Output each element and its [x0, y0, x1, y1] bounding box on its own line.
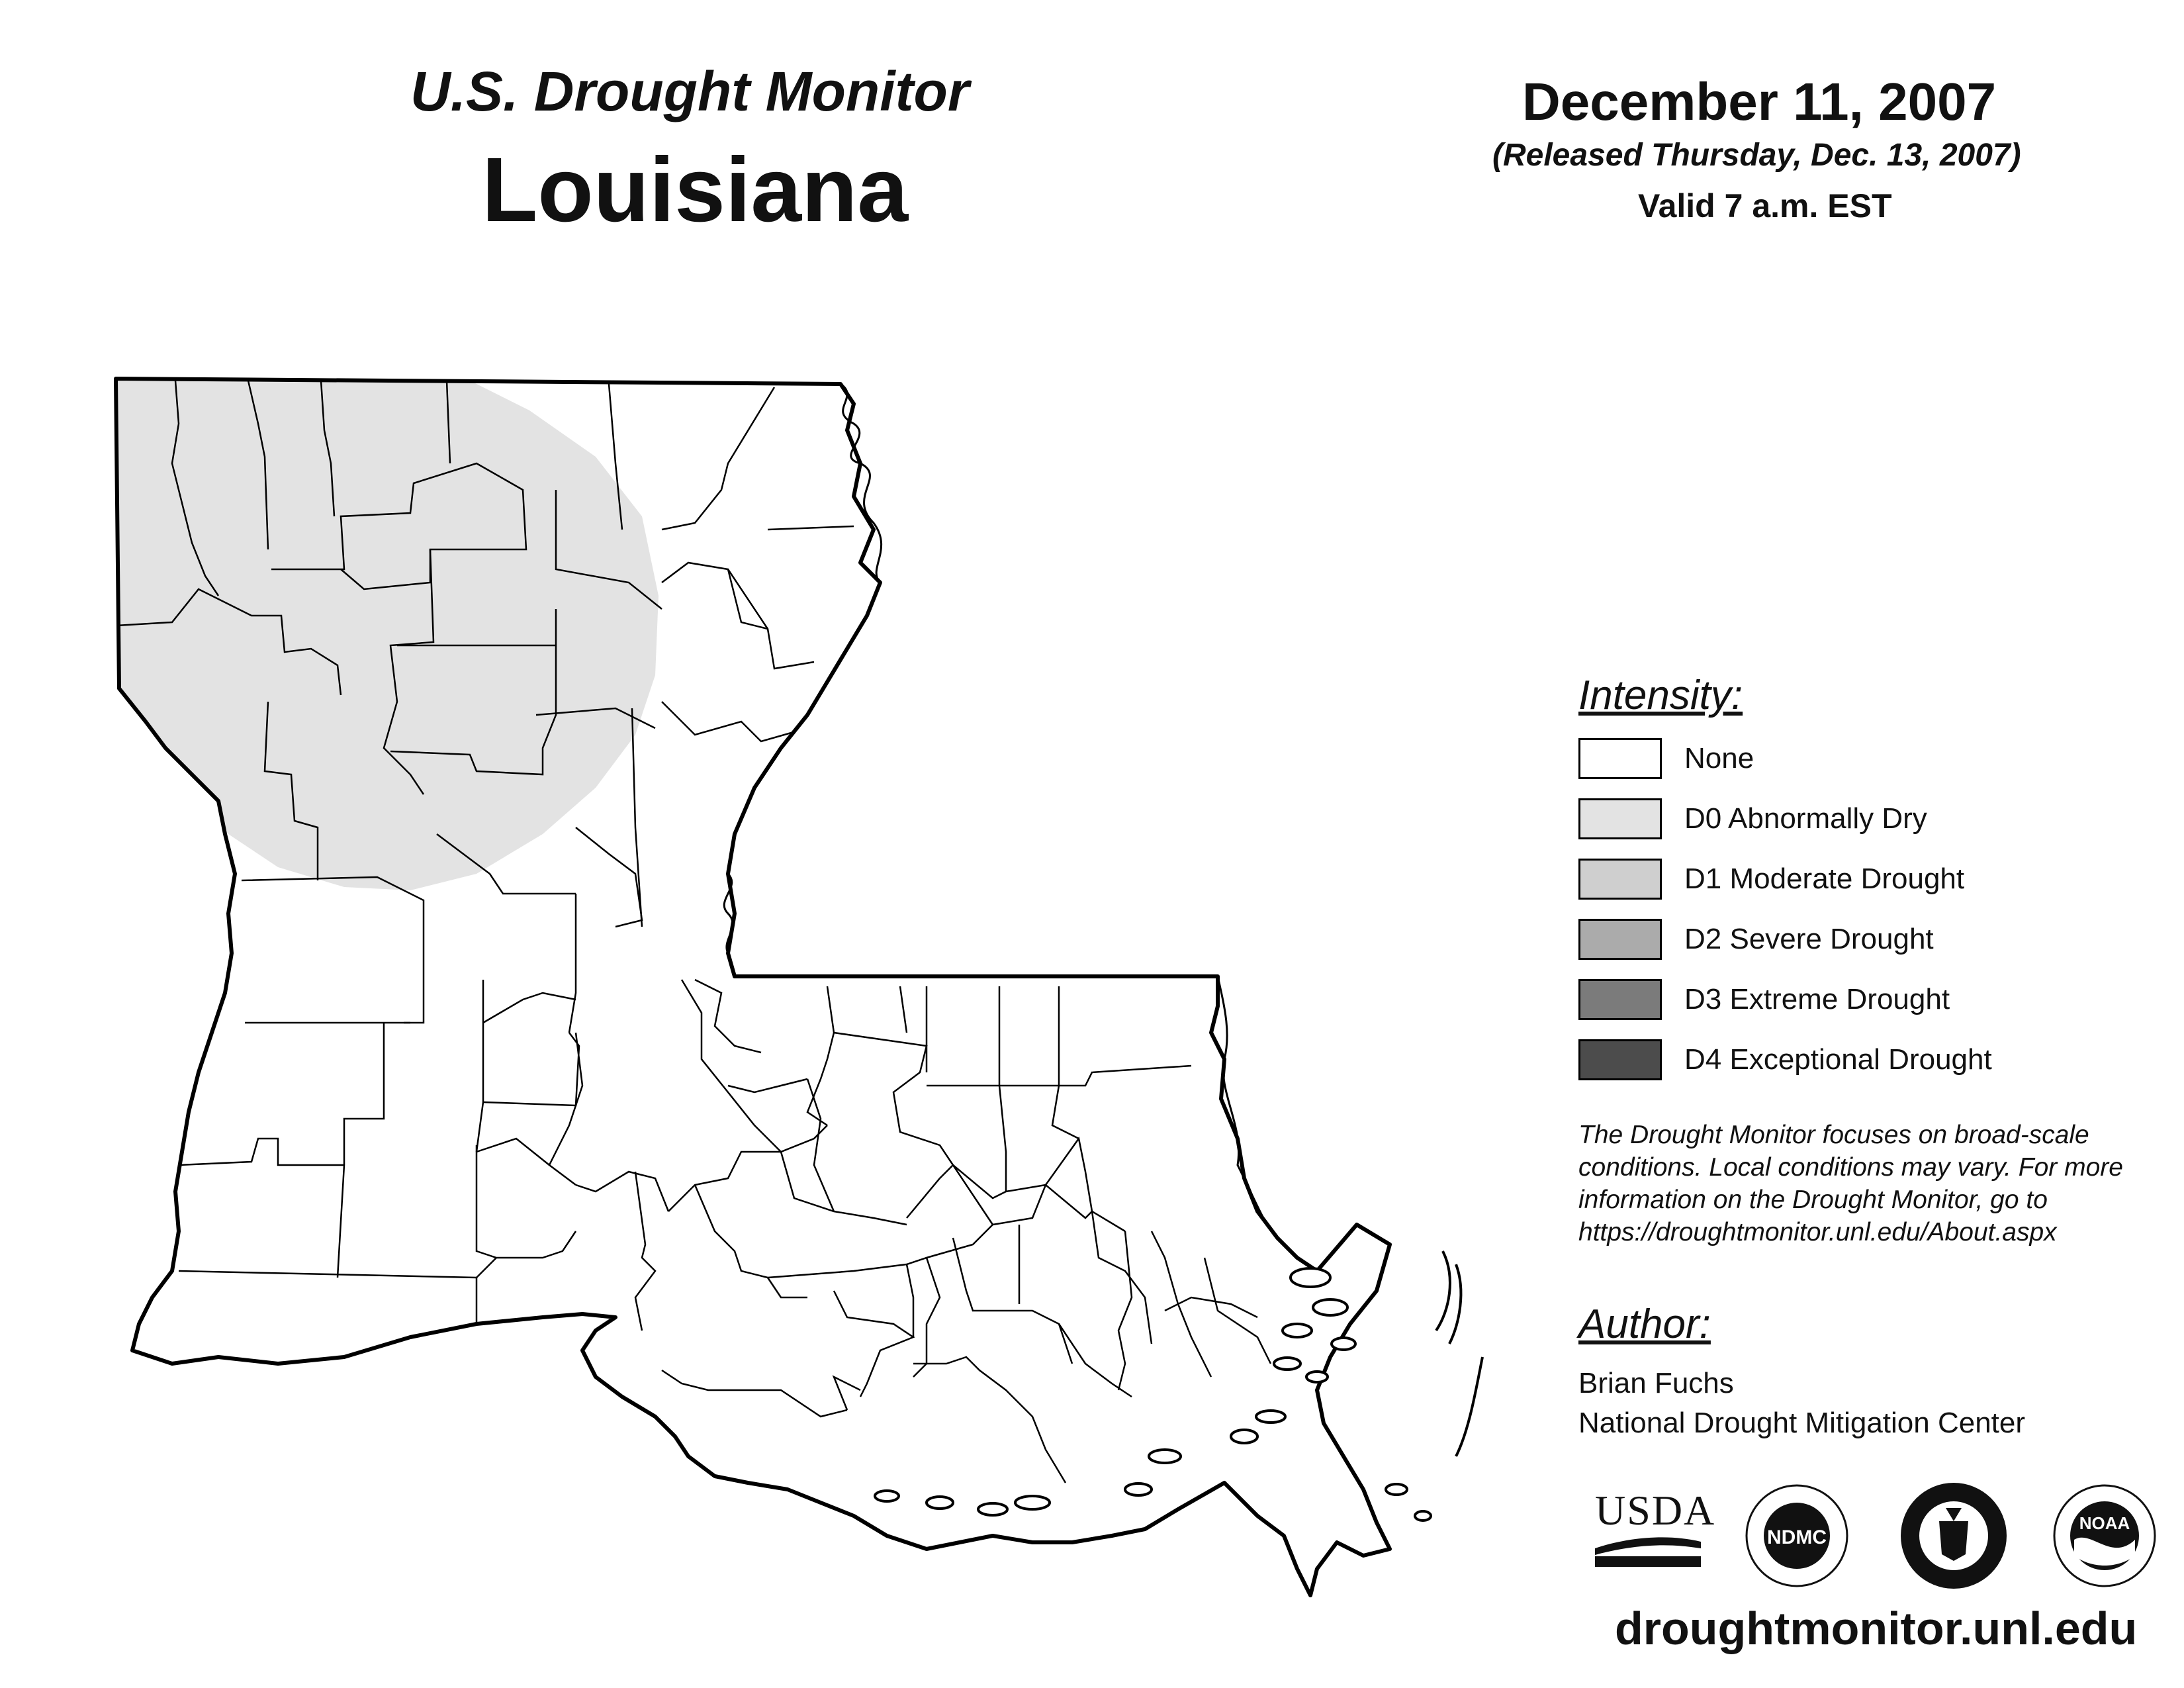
legend-swatch [1578, 979, 1662, 1020]
valid-date: December 11, 2007 [1522, 72, 1997, 131]
legend-swatch [1578, 798, 1662, 839]
legend-label: None [1684, 742, 1754, 774]
author-heading: Author: [1578, 1301, 1711, 1347]
map-title: U.S. Drought Monitor [410, 60, 970, 122]
legend-swatch [1578, 859, 1662, 900]
disclaimer-note: The Drought Monitor focuses on broad-scale conditions. Local conditions may vary. For more information on the Drought Monitor, go to https://droughtmonitor.unl.edu/About.aspx [1578, 1121, 2123, 1246]
legend-label: D2 Severe Drought [1684, 923, 1934, 955]
legend-label: D0 Abnormally Dry [1684, 802, 1927, 835]
legend-swatch [1578, 738, 1662, 779]
author-name: Brian Fuchs [1578, 1367, 1734, 1399]
legend-label: D3 Extreme Drought [1684, 983, 1950, 1015]
usda-swoosh-icon [1595, 1535, 1701, 1568]
ndmc-logo-text: NDMC [1767, 1526, 1827, 1548]
legend-title: Intensity: [1578, 673, 1743, 718]
usda-logo [1595, 1486, 1716, 1562]
legend-swatch [1578, 919, 1662, 960]
ndmc-logo [1744, 1483, 1850, 1589]
commerce-seal [1899, 1481, 2009, 1591]
legend-label: D4 Exceptional Drought [1684, 1043, 1992, 1076]
noaa-logo-text: NOAA [2079, 1513, 2130, 1533]
author-organization: National Drought Mitigation Center [1578, 1407, 2026, 1439]
usda-logo-text: USDA [1595, 1487, 1716, 1534]
legend-label: D1 Moderate Drought [1684, 863, 1965, 895]
legend-swatch [1578, 1039, 1662, 1080]
state-name: Louisiana [482, 139, 909, 241]
website-url[interactable]: droughtmonitor.unl.edu [1615, 1603, 2138, 1654]
release-date: (Released Thursday, Dec. 13, 2007) [1492, 138, 2021, 173]
noaa-logo [2052, 1483, 2158, 1589]
valid-time: Valid 7 a.m. EST [1638, 187, 1892, 224]
